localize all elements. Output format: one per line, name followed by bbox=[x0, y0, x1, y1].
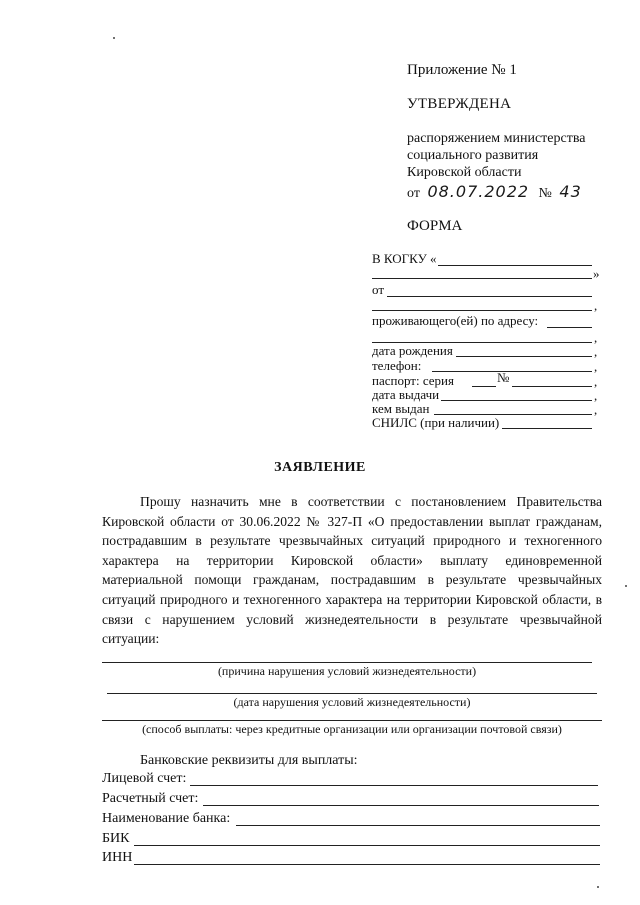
decree-line-1: распоряжением министерства bbox=[407, 131, 586, 146]
from-field[interactable] bbox=[387, 296, 592, 297]
comma: , bbox=[594, 402, 598, 417]
scan-speck bbox=[113, 37, 115, 39]
issue-date-label: дата выдачи bbox=[372, 387, 440, 402]
snils-label: СНИЛС (при наличии) bbox=[372, 415, 500, 430]
bank-name-label: Наименование банка: bbox=[102, 811, 231, 826]
bik-label: БИК bbox=[102, 831, 130, 846]
settlement-account-label: Расчетный счет: bbox=[102, 791, 199, 806]
date-caption: (дата нарушения условий жизнедеятельности) bbox=[233, 695, 471, 709]
payment-method-field[interactable] bbox=[102, 720, 602, 721]
comma: , bbox=[594, 374, 598, 389]
comma: , bbox=[594, 298, 598, 313]
birth-date-field[interactable] bbox=[456, 356, 592, 357]
issue-date-field[interactable] bbox=[441, 400, 592, 401]
appendix-label: Приложение № 1 bbox=[407, 62, 517, 78]
to-label: В КОГКУ « bbox=[372, 251, 437, 266]
reason-field[interactable] bbox=[102, 662, 592, 663]
form-label: ФОРМА bbox=[407, 218, 463, 234]
from-field-line-2[interactable] bbox=[372, 310, 592, 311]
bank-heading: Банковские реквизиты для выплаты: bbox=[140, 753, 358, 768]
close-quote: » bbox=[593, 266, 600, 281]
decree-line-3: Кировской области bbox=[407, 165, 522, 180]
decree-date-row bbox=[407, 182, 582, 202]
personal-account-field[interactable] bbox=[190, 785, 598, 786]
passport-number-sign: № bbox=[497, 370, 510, 385]
passport-series-field[interactable] bbox=[472, 386, 496, 387]
method-caption: (способ выплаты: через кредитные организации или организации почтовой связи) bbox=[142, 722, 562, 736]
handwritten-date: 08.07.2022 bbox=[427, 182, 530, 201]
violation-date-field[interactable] bbox=[107, 693, 597, 694]
bik-field[interactable] bbox=[134, 845, 600, 846]
to-field-line-2[interactable] bbox=[372, 278, 592, 279]
approved-heading: УТВЕРЖДЕНА bbox=[407, 96, 512, 112]
address-field[interactable] bbox=[547, 327, 592, 328]
statement-body: Прошу назначить мне в соответствии с постановлением Правительства Кировской области от 30.06.2022 № 327-П «О предоставлении выплат гражданам, пострадавшим в результате чрезвычайных ситуаций природного и техногенного характера на территории Кировской области» выплату единовременной материальной помощи гражданам, пострадавшим в результате чрезвычайных ситуаций природного и техногенного характера на территории Кировской области, в связи с нарушением условий жизнедеятельности в результате чрезвычайной ситуации: bbox=[102, 494, 602, 647]
number-sign: № bbox=[538, 186, 552, 201]
handwritten-number: 43 bbox=[559, 182, 582, 201]
personal-account-label: Лицевой счет: bbox=[102, 771, 187, 786]
statement-title: ЗАЯВЛЕНИЕ bbox=[274, 460, 366, 475]
inn-label: ИНН bbox=[102, 850, 133, 865]
issued-by-label: кем выдан bbox=[372, 401, 430, 416]
reason-caption: (причина нарушения условий жизнедеятельности) bbox=[217, 664, 477, 678]
birth-date-label: дата рождения bbox=[372, 343, 453, 358]
to-field[interactable] bbox=[438, 265, 592, 266]
comma: , bbox=[594, 388, 598, 403]
address-label: проживающего(ей) по адресу: bbox=[372, 313, 539, 328]
from-label: от bbox=[372, 282, 385, 297]
passport-number-field[interactable] bbox=[512, 386, 592, 387]
snils-field[interactable] bbox=[502, 428, 592, 429]
comma: , bbox=[594, 359, 598, 374]
phone-label: телефон: bbox=[372, 358, 422, 373]
comma: , bbox=[594, 330, 598, 345]
scan-speck bbox=[625, 585, 627, 587]
inn-field[interactable] bbox=[134, 864, 600, 865]
bank-name-field[interactable] bbox=[236, 825, 600, 826]
date-prefix: от bbox=[407, 186, 420, 201]
scan-speck bbox=[597, 886, 599, 888]
decree-line-2: социального развития bbox=[407, 148, 539, 163]
settlement-account-field[interactable] bbox=[203, 805, 599, 806]
passport-series-label: паспорт: серия bbox=[372, 373, 454, 388]
comma: , bbox=[594, 344, 598, 359]
phone-field[interactable] bbox=[432, 371, 592, 372]
